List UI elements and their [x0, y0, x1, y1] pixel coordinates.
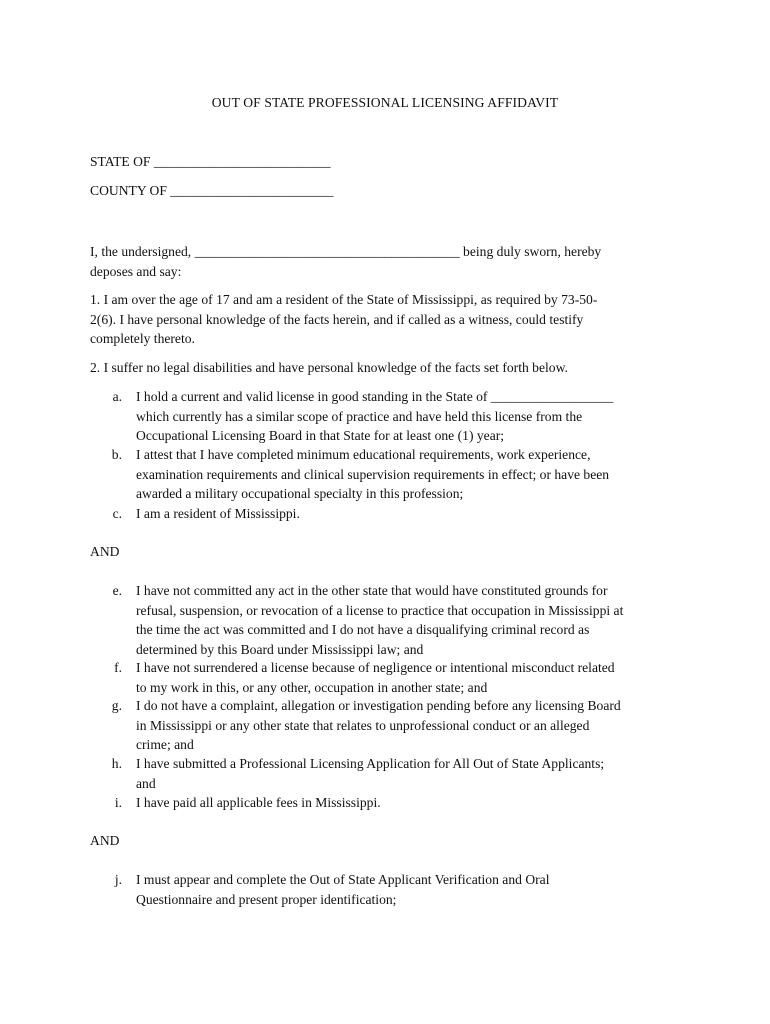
text-line: Occupational Licensing Board in that State for at least one (1) year;: [136, 428, 505, 443]
paragraph-2: 2. I suffer no legal disabilities and have personal knowledge of the facts set forth below.: [90, 360, 568, 375]
text-line: 1. I am over the age of 17 and am a resident of the State of Mississippi, as required by 73-50-: [90, 292, 598, 307]
list-item-text: [136, 445, 688, 504]
list-item-text: [136, 793, 688, 813]
text-line: crime; and: [136, 737, 194, 752]
list-marker: i.: [114, 795, 122, 810]
list-marker: b.: [111, 447, 122, 462]
list-item-text: [136, 504, 688, 524]
text-line: Questionnaire and present proper identification;: [136, 891, 397, 907]
text-line: the time the act was committed and I do not have a disqualifying criminal record as: [136, 622, 590, 637]
list-marker: a.: [112, 389, 122, 404]
list-marker: g.: [111, 698, 122, 713]
list-marker: f.: [114, 660, 122, 675]
state-of-line: STATE OF __________________________: [90, 154, 331, 169]
text-line: I must appear and complete the Out of State Applicant Verification and Oral: [136, 872, 550, 887]
text-line: I have paid all applicable fees in Mississippi.: [136, 795, 381, 810]
text-line: I have submitted a Professional Licensing Application for All Out of State Applicants;: [136, 756, 605, 771]
text-line: completely thereto.: [90, 331, 195, 346]
list-item-text: [136, 754, 688, 793]
text-line: awarded a military occupational specialty in this profession;: [136, 486, 464, 501]
list-marker: j.: [114, 872, 122, 887]
text-line: which currently has a similar scope of practice and have held this license from the: [136, 408, 583, 424]
list-item-text: [136, 658, 688, 697]
and-separator: AND: [90, 544, 120, 559]
and-separator: AND: [90, 833, 120, 848]
text-line: to my work in this, or any other, occupation in another state; and: [136, 679, 488, 695]
list-item-text: [136, 870, 688, 909]
text-line: I am a resident of Mississippi.: [136, 506, 300, 521]
text-line: I have not surrendered a license because of negligence or intentional misconduct related: [136, 660, 615, 675]
text-line: and: [136, 775, 156, 791]
text-line: 2(6). I have personal knowledge of the facts herein, and if called as a witness, could testify: [90, 311, 584, 327]
text-line: I attest that I have completed minimum educational requirements, work experience,: [136, 447, 591, 462]
text-line: determined by this Board under Mississippi law; and: [136, 641, 424, 657]
document-title: OUT OF STATE PROFESSIONAL LICENSING AFFIDAVIT: [211, 95, 559, 110]
text-line: in Mississippi or any other state that relates to unprofessional conduct or an alleged: [136, 717, 590, 733]
list-item-text: [136, 696, 688, 755]
list-item-text: [136, 387, 688, 446]
list-marker: e.: [112, 583, 122, 598]
list-marker: h.: [111, 756, 122, 771]
text-line: refusal, suspension, or revocation of a license to practice that occupation in Mississippi at: [136, 602, 624, 618]
text-line: I, the undersigned, _______________________________________ being duly sworn, hereby: [90, 244, 602, 259]
text-line: I have not committed any act in the other state that would have constituted grounds for: [136, 583, 608, 598]
list-item-text: [136, 581, 688, 659]
intro-paragraph: [90, 242, 680, 281]
text-line: examination requirements and clinical supervision requirements in effect; or have been: [136, 466, 610, 482]
paragraph-1: [90, 290, 680, 349]
county-of-line: COUNTY OF ________________________: [90, 183, 334, 198]
text-line: I hold a current and valid license in good standing in the State of __________________: [136, 389, 614, 404]
text-line: deposes and say:: [90, 263, 182, 279]
list-marker: c.: [112, 506, 122, 521]
text-line: I do not have a complaint, allegation or investigation pending before any licensing Board: [136, 698, 621, 713]
